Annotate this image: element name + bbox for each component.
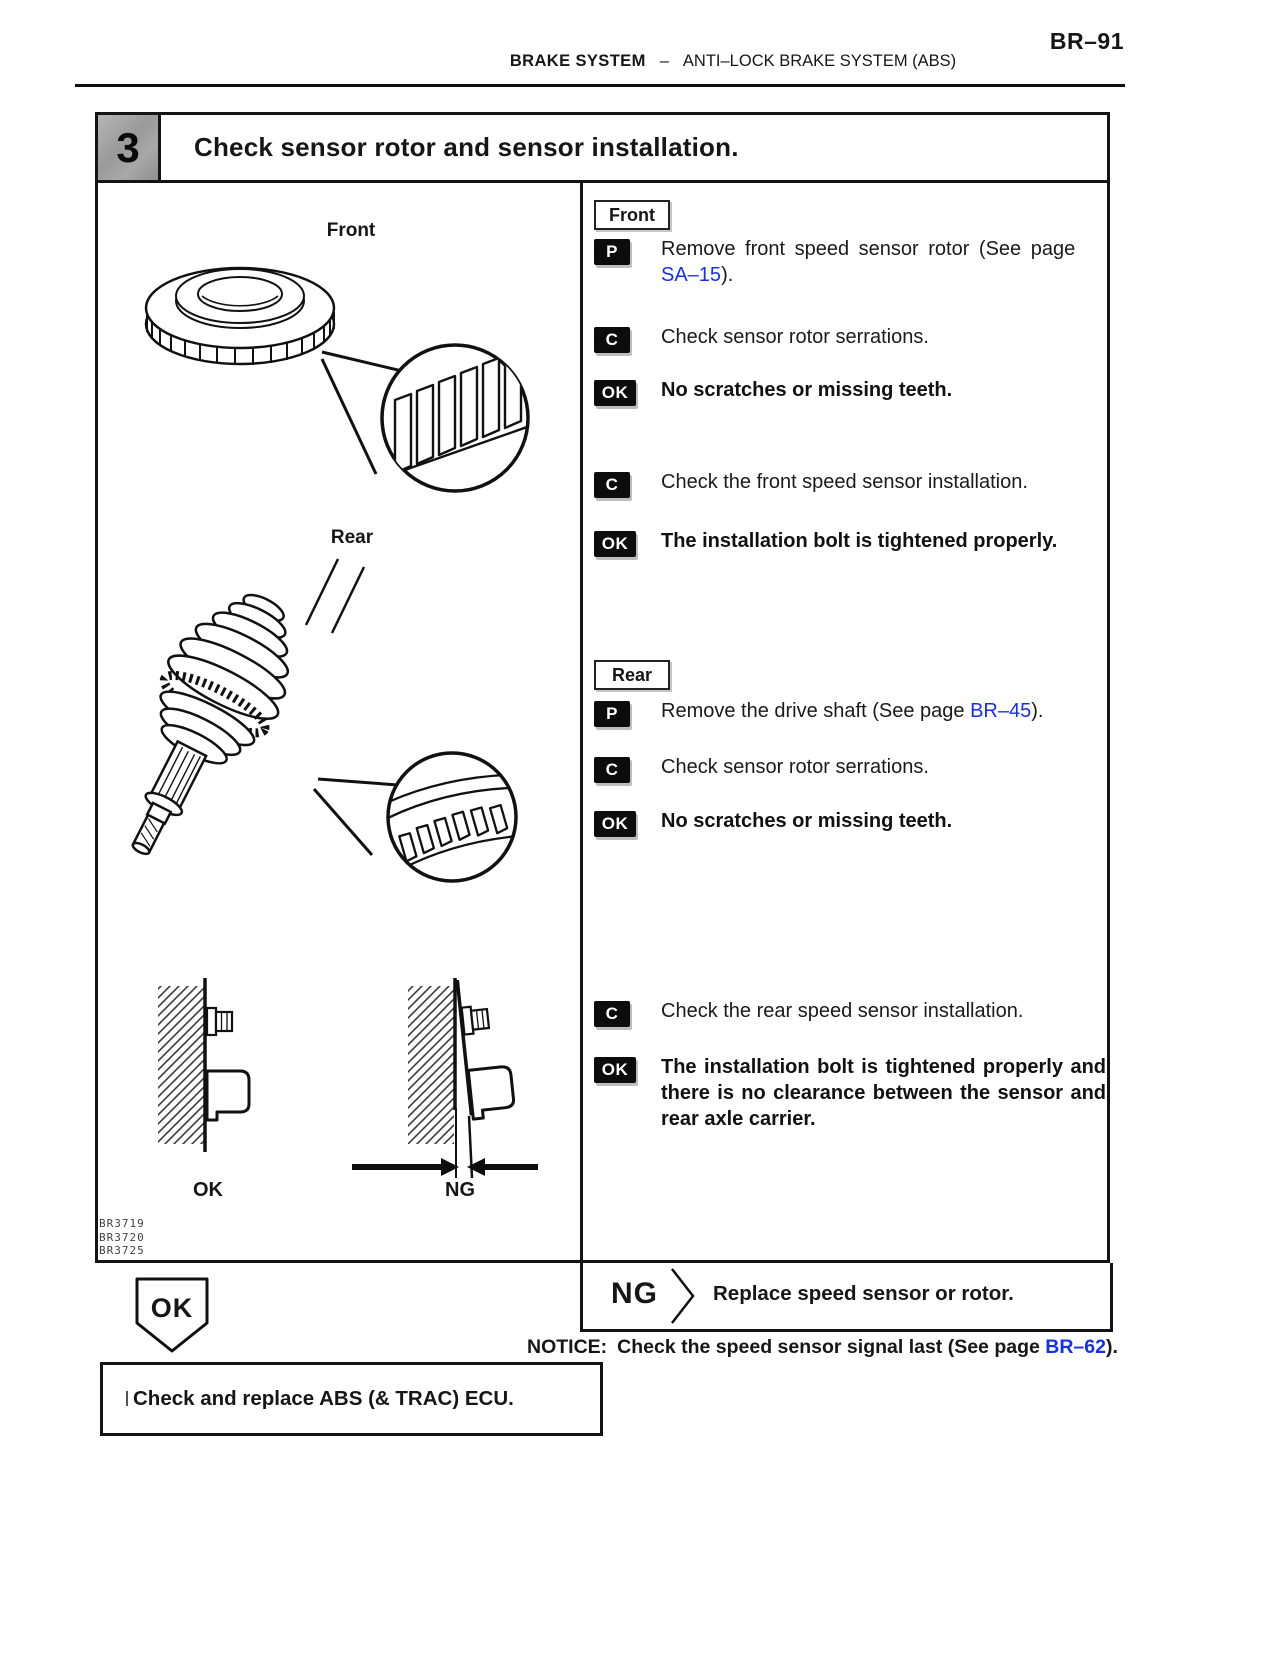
instruction-column xyxy=(580,180,1110,1260)
ng-diagram-caption: NG xyxy=(445,1179,475,1201)
ok-flow-label: OK xyxy=(150,1293,194,1323)
next-step-box xyxy=(100,1362,603,1436)
step-title: Check sensor rotor and sensor installation. xyxy=(194,132,739,162)
front-figure-caption: Front xyxy=(326,220,376,241)
procedure-text-front-installation: Check the front speed sensor installation. xyxy=(661,471,1028,493)
procedure-text-rear-serrations: Check sensor rotor serrations. xyxy=(661,756,929,778)
header-rule xyxy=(75,84,1125,87)
header-subsection: ANTI–LOCK BRAKE SYSTEM (ABS) xyxy=(682,52,957,70)
procedure-text-rear-installation: Check the rear speed sensor installation. xyxy=(661,1000,1024,1022)
check-badge: C xyxy=(594,472,630,498)
notice-label: NOTICE: xyxy=(527,1336,608,1358)
header-section: BRAKE SYSTEM xyxy=(509,52,646,70)
ng-result-box xyxy=(580,1263,1113,1332)
rear-tag-box: Rear xyxy=(594,660,670,690)
page-link-br45[interactable]: BR–45 xyxy=(970,700,1032,722)
check-badge: C xyxy=(594,327,630,353)
ok-criteria-rear-bolt: The installation bolt is tightened properly and there is no clearance between the sensor and rear axle carrier. xyxy=(661,1056,1106,1130)
ok-diagram-caption: OK xyxy=(193,1179,223,1201)
check-badge: C xyxy=(594,757,630,783)
front-tag-box: Front xyxy=(594,200,670,230)
ng-action-text: Replace speed sensor or rotor. xyxy=(713,1282,1014,1305)
notice-line: NOTICE: Check the speed sensor signal last (See page BR–62). xyxy=(527,1336,1118,1358)
ok-badge: OK xyxy=(594,531,636,557)
sensor-mounting-illustration xyxy=(110,920,550,1200)
prepare-badge: P xyxy=(594,701,630,727)
page-link-sa15[interactable]: SA–15 xyxy=(661,264,722,286)
ok-badge: OK xyxy=(594,380,636,406)
ng-chevron-icon xyxy=(669,1265,697,1327)
procedure-text-front-remove: Remove front speed sensor rotor (See page SA–15). xyxy=(661,238,1076,286)
ok-criteria-front-teeth: No scratches or missing teeth. xyxy=(661,379,953,401)
figure-code: BR3720 xyxy=(99,1230,145,1244)
ok-criteria-rear-teeth: No scratches or missing teeth. xyxy=(661,810,953,832)
header-separator: – xyxy=(659,52,669,70)
figure-code: BR3719 xyxy=(99,1217,145,1230)
ng-flow-label: NG xyxy=(611,1277,658,1310)
next-step-text: Check and replace ABS (& TRAC) ECU. xyxy=(133,1387,514,1410)
figure-codes xyxy=(99,1217,145,1258)
header-breadcrumb xyxy=(430,52,1036,71)
page-link-br62[interactable]: BR–62 xyxy=(1045,1336,1106,1358)
prepare-badge: P xyxy=(594,239,630,265)
procedure-text-front-serrations: Check sensor rotor serrations. xyxy=(661,326,929,348)
rear-figure-caption: Rear xyxy=(330,527,374,548)
step-title-row xyxy=(98,115,1107,183)
figure-code: BR3725 xyxy=(99,1244,145,1257)
step-number-box: 3 xyxy=(98,115,161,180)
ok-criteria-front-bolt: The installation bolt is tightened properly. xyxy=(661,530,1058,552)
rear-driveshaft-illustration xyxy=(110,555,550,890)
check-badge: C xyxy=(594,1001,630,1027)
procedure-text-rear-remove: Remove the drive shaft (See page BR–45). xyxy=(661,700,1044,722)
front-rotor-illustration xyxy=(110,228,550,500)
ok-badge: OK xyxy=(594,1057,636,1083)
page-number: BR–91 xyxy=(1049,28,1124,54)
ok-badge: OK xyxy=(594,811,636,837)
scan-artifact-mark xyxy=(126,1391,128,1406)
